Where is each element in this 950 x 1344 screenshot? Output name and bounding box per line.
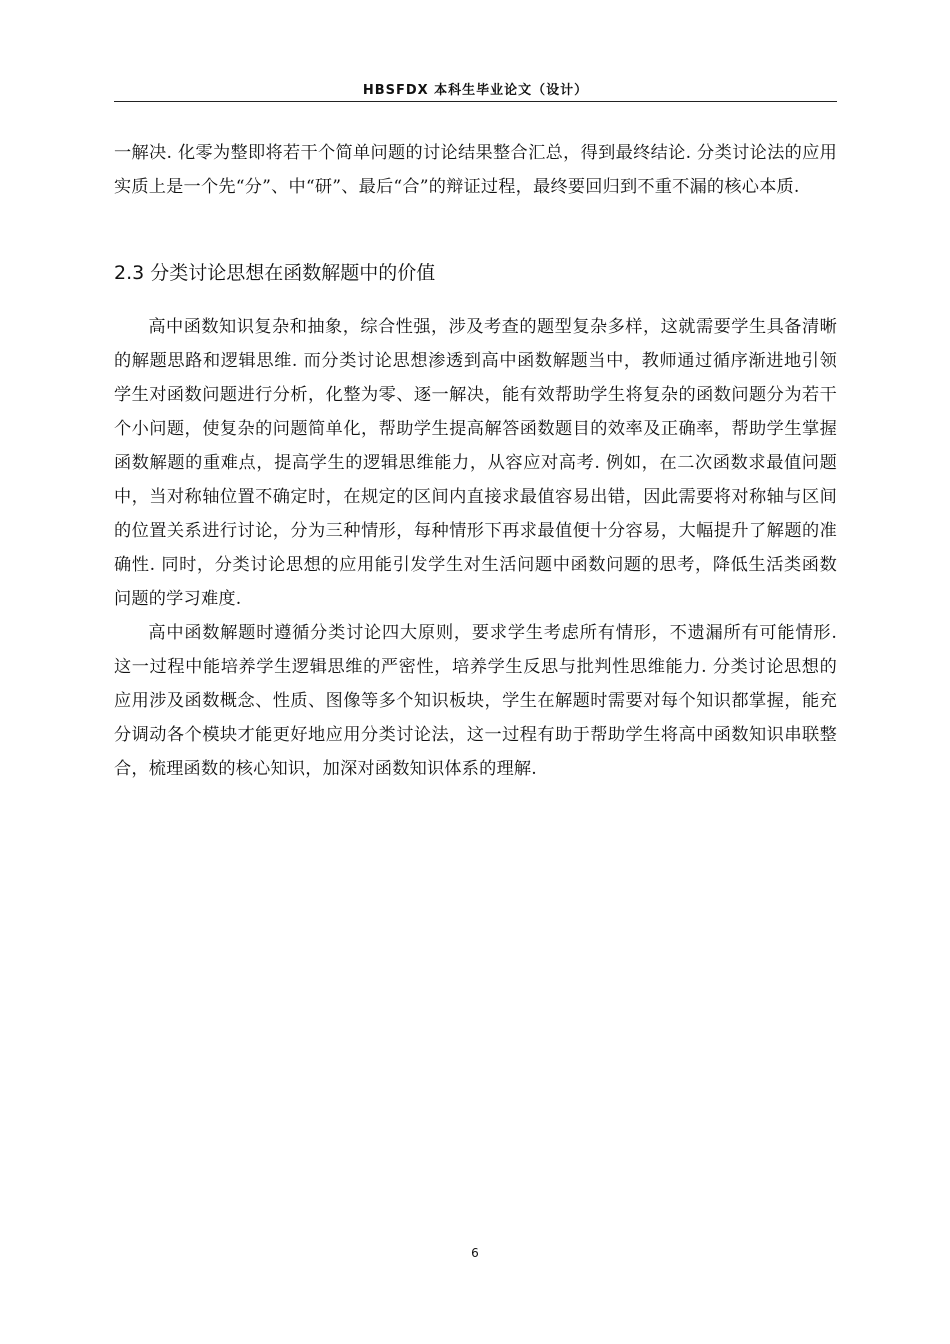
section-heading: 2.3 分类讨论思想在函数解题中的价值 — [114, 262, 436, 284]
running-header: HBSFDX 本科生毕业论文（设计） — [362, 83, 589, 98]
page-number: 6 — [471, 1246, 479, 1260]
paragraph-continuation: 一解决. 化零为整即将若干个简单问题的讨论结果整合汇总，得到最终结论. 分类讨论法的应用实质上是一个先“分”、中“研”、最后“合”的辩证过程，最终要回归到不重不漏的核心本质. — [114, 143, 837, 197]
section-text-block — [114, 310, 837, 786]
header-rule — [114, 101, 837, 102]
intro-text-block — [114, 136, 837, 204]
section-paragraph-1: 高中函数知识复杂和抽象，综合性强，涉及考查的题型复杂多样，这就需要学生具备清晰的解题思路和逻辑思维. 而分类讨论思想渗透到高中函数解题当中，教师通过循序渐进地引领学生对函数问题进行分析，化整为零、逐一解决，能有效帮助学生将复杂的函数问题分为若干个小问题，使复杂的问题简单化，帮助学生提高解答函数题目的效率及正确率，帮助学生掌握函数解题的重难点，提高学生的逻辑思维能力，从容应对高考. 例如，在二次函数求最值问题中，当对称轴位置不确定时，在规定的区间内直接求最值容易出错，因此需要将对称轴与区间的位置关系进行讨论，分为三种情形，每种情形下再求最值便十分容易，大幅提升了解题的准确性. 同时，分类讨论思想的应用能引发学生对生活问题中函数问题的思考，降低生活类函数问题的学习难度. — [114, 317, 837, 609]
section-paragraph-2: 高中函数解题时遵循分类讨论四大原则，要求学生考虑所有情形，不遗漏所有可能情形. 这一过程中能培养学生逻辑思维的严密性，培养学生反思与批判性思维能力. 分类讨论思想的应用涉及函数概念、性质、图像等多个知识板块，学生在解题时需要对每个知识都掌握，能充分调动各个模块才能更好地应用分类讨论法，这一过程有助于帮助学生将高中函数知识串联整合，梳理函数的核心知识，加深对函数知识体系的理解. — [114, 623, 837, 779]
